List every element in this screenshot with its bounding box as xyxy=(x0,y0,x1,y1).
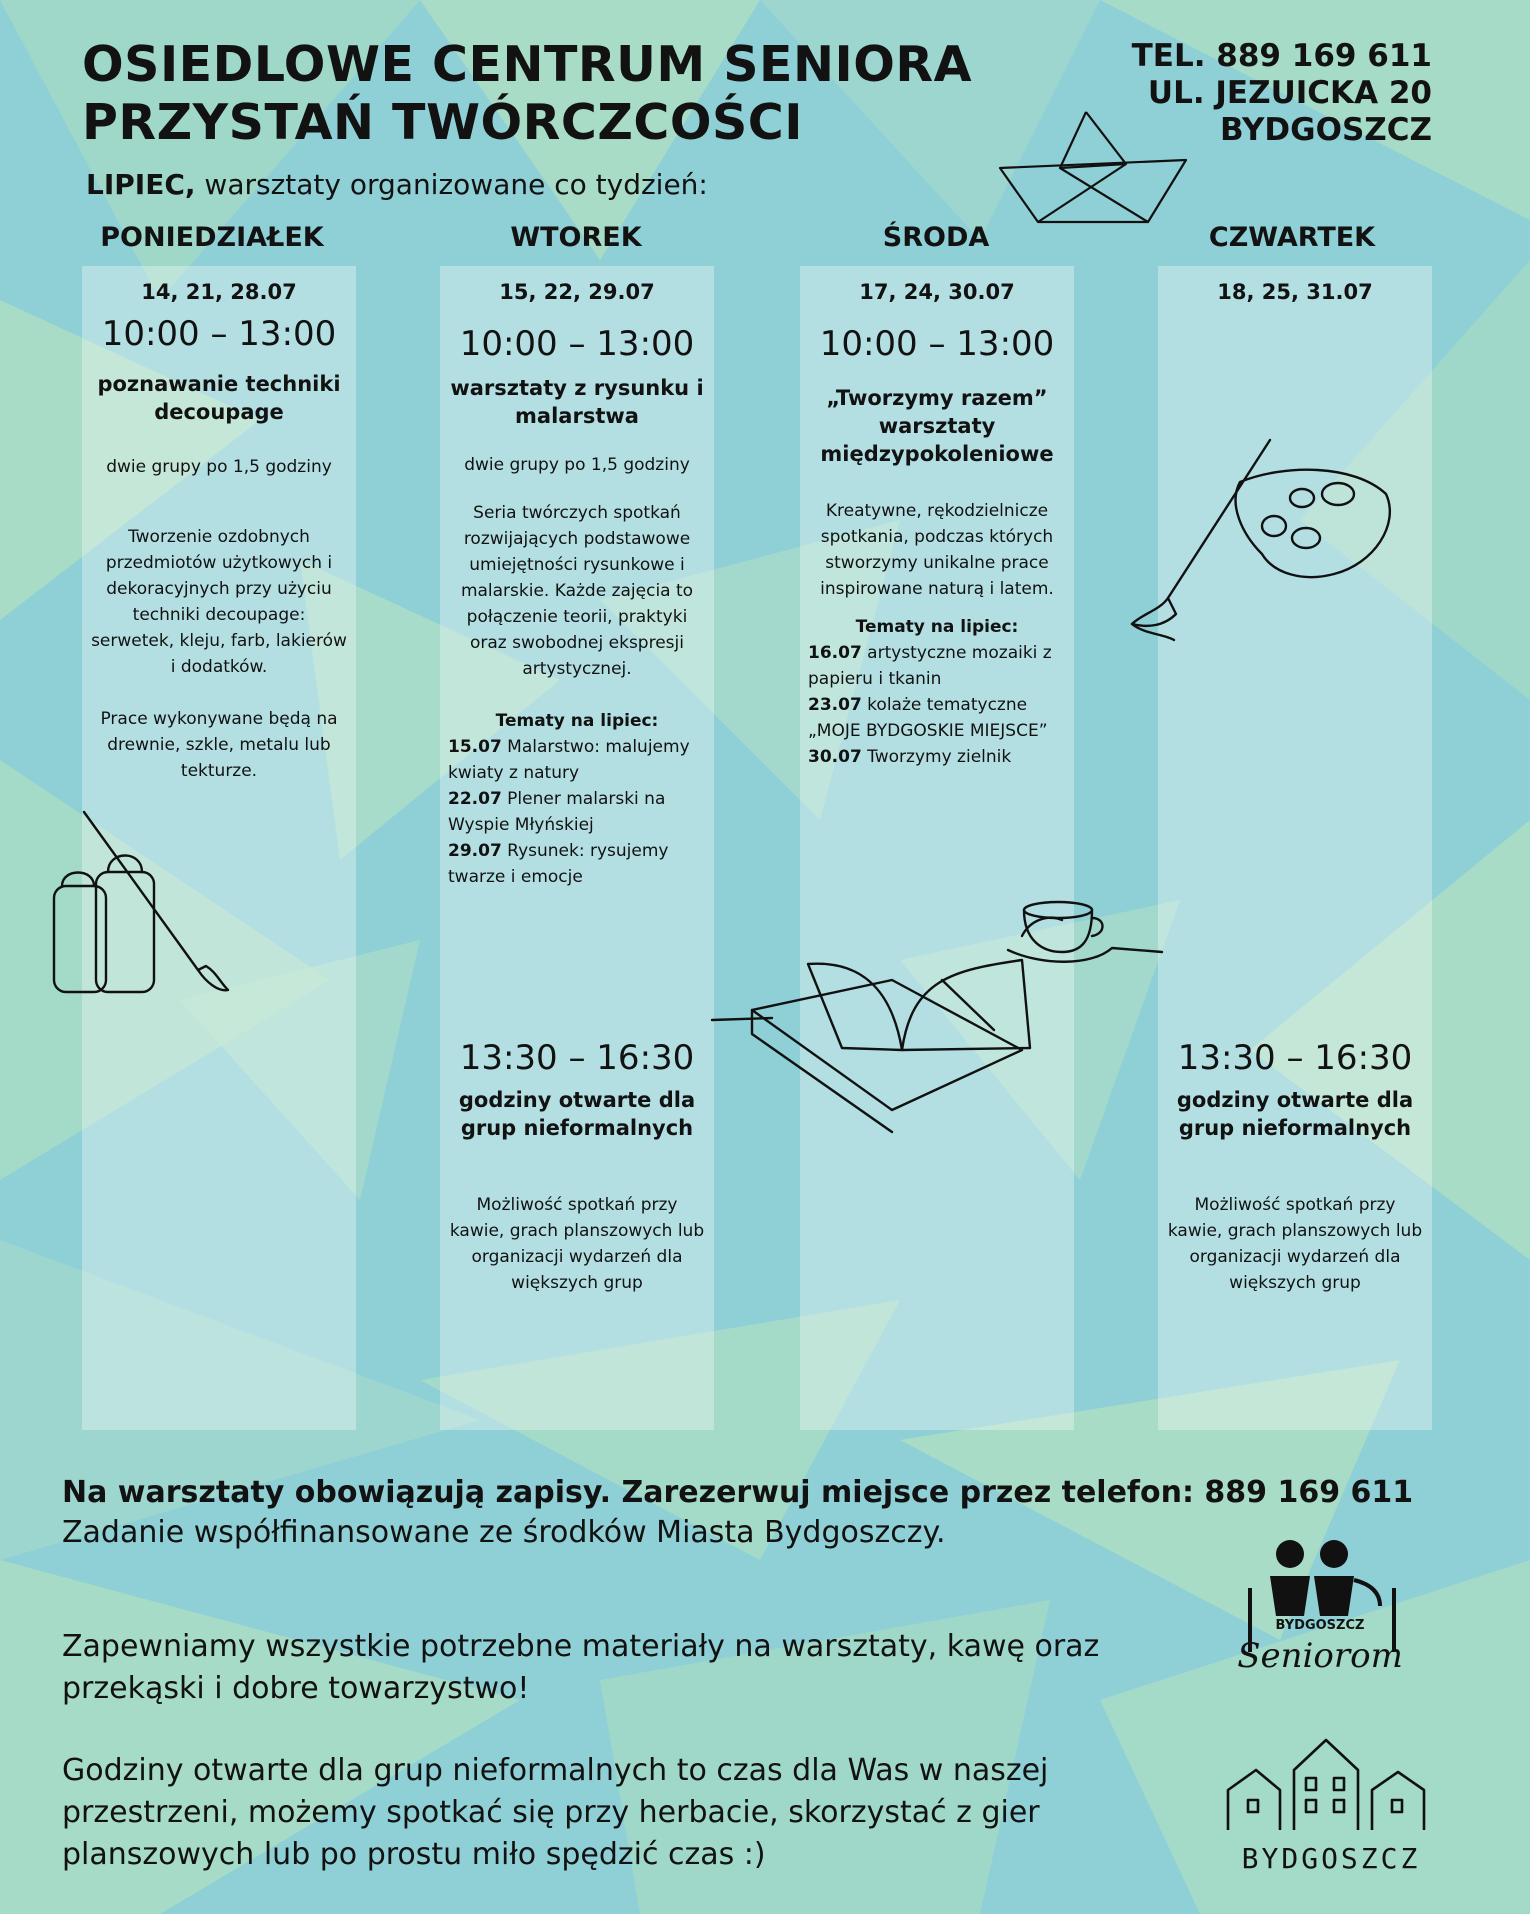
open-hours-title: godziny otwarte dla grup nieformalnych xyxy=(458,1088,696,1140)
title-line-2: PRZYSTAŃ TWÓRCZCOŚCI xyxy=(82,94,804,151)
page-title xyxy=(82,36,972,152)
day-name-tuesday: WTOREK xyxy=(510,222,642,253)
workshop-description: Seria twórczych spotkań rozwijających podstawowe umiejętności rysunkowe i malarskie. Każde zajęcia to połączenie teorii, praktyki oraz swobodnej ekspresji artystycznej. xyxy=(460,503,694,679)
city-houses-icon xyxy=(1206,1730,1456,1840)
open-hours-title: godziny otwarte dla grup nieformalnych xyxy=(1176,1088,1414,1140)
groups-note: dwie grupy po 1,5 godziny xyxy=(106,457,332,477)
subtitle xyxy=(86,168,708,201)
paper-boat-icon xyxy=(998,110,1188,230)
morning-time: 10:00 – 13:00 xyxy=(819,324,1055,364)
workshop-title: warsztaty z rysunku i malarstwa xyxy=(450,376,704,428)
afternoon-time: 13:30 – 16:30 xyxy=(459,1038,695,1078)
topic-item: 30.07 Tworzymy zielnik xyxy=(808,747,1012,767)
column-wednesday xyxy=(800,266,1074,1430)
topic-item: 15.07 Malarstwo: malujemy kwiaty z natury xyxy=(448,737,690,783)
day-name-wednesday: ŚRODA xyxy=(882,222,990,253)
materials-note: Zapewniamy wszystkie potrzebne materiały na warsztaty, kawę oraz przekąski i dobre towarzystwo! xyxy=(62,1629,1100,1706)
bydgoszcz-city-logo xyxy=(1206,1730,1456,1880)
dates: 15, 22, 29.07 xyxy=(499,280,655,304)
morning-time: 10:00 – 13:00 xyxy=(101,314,337,354)
dates: 14, 21, 28.07 xyxy=(141,280,297,304)
workshop-title: poznawanie techniki decoupage xyxy=(97,372,341,424)
day-name-monday: PONIEDZIAŁEK xyxy=(100,222,324,253)
dates: 18, 25, 31.07 xyxy=(1217,280,1373,304)
phone-text: TEL. 889 169 611 xyxy=(1131,38,1432,74)
workshop-title: „Tworzymy razem” warsztaty międzypokoleniowe xyxy=(820,386,1054,466)
open-hours-note: Godziny otwarte dla grup nieformalnych to czas dla Was w naszej przestrzeni, możemy spotkać się przy herbacie, skorzystać z gier planszowych lub po prostu miło spędzić czas :) xyxy=(62,1753,1049,1872)
title-line-1: OSIEDLOWE CENTRUM SENIORA xyxy=(82,36,973,93)
topics-list xyxy=(440,708,714,890)
book-coffee-icon xyxy=(712,900,1162,1130)
workshop-materials: Prace wykonywane będą na drewnie, szkle, metalu lub tekturze. xyxy=(100,709,338,781)
topic-item: 16.07 artystyczne mozaiki z papieru i tkanin xyxy=(808,643,1052,689)
brush-palette-icon xyxy=(1124,434,1394,644)
street-text: UL. JEZUICKA 20 xyxy=(1147,75,1432,111)
subtitle-text: warsztaty organizowane co tydzień: xyxy=(195,168,708,201)
day-name-thursday: CZWARTEK xyxy=(1208,222,1376,253)
bydgoszcz-seniorom-logo xyxy=(1230,1532,1410,1702)
topic-item: 29.07 Rysunek: rysujemy twarze i emocje xyxy=(448,841,669,887)
open-hours-description: Możliwość spotkań przy kawie, grach planszowych lub organizacji wydarzeń dla większych grup xyxy=(1167,1195,1423,1293)
seniors-figures-icon xyxy=(1230,1532,1410,1652)
month-label: LIPIEC, xyxy=(86,168,196,201)
workshop-description: Kreatywne, rękodzielnicze spotkania, podczas których stworzymy unikalne prace inspirowane naturą i latem. xyxy=(820,501,1054,599)
open-hours-description: Możliwość spotkań przy kawie, grach planszowych lub organizacji wydarzeń dla większych grup xyxy=(449,1195,705,1293)
city-logo-text: BYDGOSZCZ xyxy=(1241,1842,1421,1875)
afternoon-time: 13:30 – 16:30 xyxy=(1177,1038,1413,1078)
logo-script-text: Seniorom xyxy=(1237,1636,1403,1676)
dates: 17, 24, 30.07 xyxy=(859,280,1015,304)
workshop-description: Tworzenie ozdobnych przedmiotów użytkowych i dekoracyjnych przy użyciu techniki decoupage: serwetek, kleju, farb, lakierów i dodatków. xyxy=(91,527,347,677)
column-tuesday xyxy=(440,266,714,1430)
city-text: BYDGOSZCZ xyxy=(1220,112,1432,148)
reservation-note: Na warsztaty obowiązują zapisy. Zarezerwuj miejsce przez telefon: 889 169 611 xyxy=(62,1475,1414,1510)
topic-item: 22.07 Plener malarski na Wyspie Młyńskiej xyxy=(448,789,666,835)
funding-note: Zadanie współfinansowane ze środków Miasta Bydgoszczy. xyxy=(62,1515,946,1550)
topics-list xyxy=(800,614,1074,770)
logo-city-text: BYDGOSZCZ xyxy=(1275,1618,1365,1633)
topic-item: 23.07 kolaże tematyczne „MOJE BYDGOSKIE MIEJSCE” xyxy=(808,695,1048,741)
topics-header: Tematy na lipiec: xyxy=(495,711,659,731)
groups-note: dwie grupy po 1,5 godziny xyxy=(464,455,690,475)
topics-header: Tematy na lipiec: xyxy=(855,617,1019,637)
glue-bottles-brush-icon xyxy=(48,810,238,1000)
morning-time: 10:00 – 13:00 xyxy=(459,324,695,364)
